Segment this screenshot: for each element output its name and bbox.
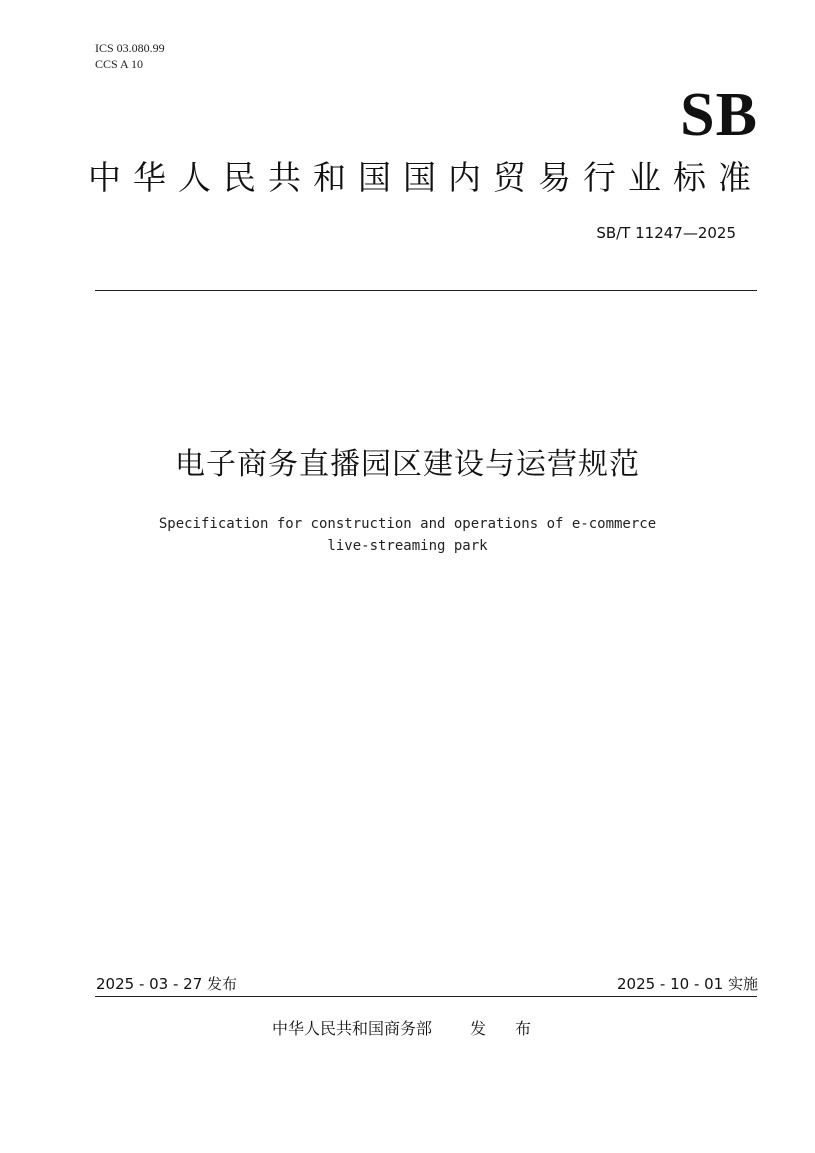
publish-label: 发 布 bbox=[469, 1019, 544, 1038]
standard-category: 中华人民共和国国内贸易行业标准 bbox=[88, 158, 763, 197]
classification-block bbox=[95, 40, 165, 72]
subtitle-line-2: live-streaming park bbox=[327, 538, 488, 554]
publisher-name: 中华人民共和国商务部 bbox=[271, 1019, 432, 1038]
subtitle-line-1: Specification for construction and operations of e-commerce bbox=[158, 516, 657, 532]
publisher-line bbox=[0, 1016, 815, 1039]
ics-code: ICS 03.080.99 bbox=[95, 41, 165, 55]
standard-code: SB/T 11247—2025 bbox=[596, 224, 736, 242]
document-title: 电子商务直播园区建设与运营规范 bbox=[175, 447, 640, 482]
ccs-code: CCS A 10 bbox=[95, 57, 144, 71]
bottom-divider bbox=[95, 996, 757, 997]
sb-logo: SB bbox=[680, 81, 758, 149]
top-divider bbox=[95, 290, 757, 291]
document-subtitle bbox=[100, 513, 715, 557]
implementation-date: 2025 - 10 - 01 实施 bbox=[616, 975, 758, 993]
issue-date: 2025 - 03 - 27 发布 bbox=[96, 975, 238, 993]
